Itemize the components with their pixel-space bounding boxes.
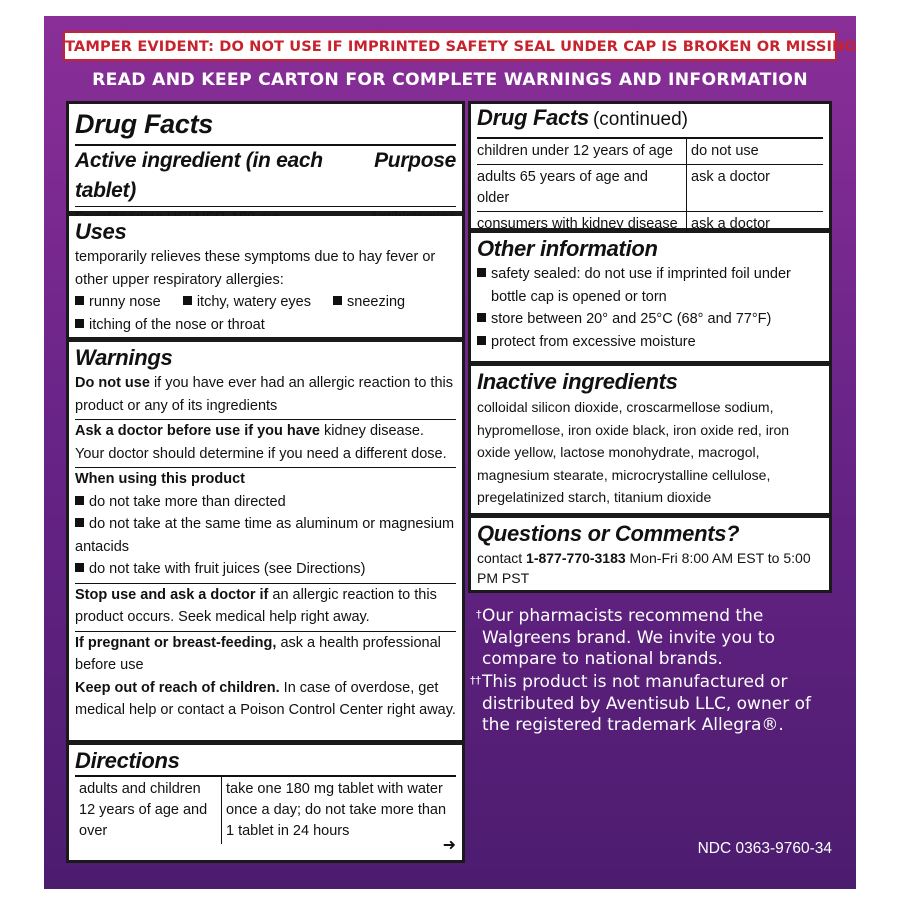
active-ingredient-heading: Active ingredient (in each tablet): [75, 149, 323, 202]
pregnant-body: ask a health professional before use: [75, 634, 441, 673]
keep-out-body: In case of overdose, get medical help or contact a Poison Control Center right away.: [75, 679, 456, 718]
pharmacist-note-text: Our pharmacists recommend the Walgreens brand. We invite you to compare to national brands.: [482, 606, 775, 669]
uses-item: sneezing: [347, 294, 406, 310]
pregnant-label: If pregnant or breast-feeding,: [75, 634, 277, 651]
bullet-square-icon: [477, 268, 486, 277]
trademark-note: [470, 672, 842, 737]
when-using-label: When using this product: [75, 471, 245, 487]
table-row: [477, 139, 823, 165]
ask-doctor-text: [75, 420, 456, 465]
bullet-square-icon: [75, 563, 84, 572]
questions-section: [471, 518, 829, 590]
directions-what: take one 180 mg tablet with water once a day; do not take more than 1 tablet in 24 hours: [226, 781, 447, 839]
bullet-square-icon: [75, 518, 84, 527]
bullet-square-icon: [477, 336, 486, 345]
do-not-use-label: Do not use: [75, 375, 150, 391]
active-header-row: [75, 146, 456, 206]
age-table: [477, 139, 823, 237]
uses-item: itching of the nose or throat: [89, 316, 265, 333]
bullet-square-icon: [75, 496, 84, 505]
when-using-item: [75, 558, 456, 581]
warnings-title: Warnings: [75, 345, 173, 370]
other-information-section: [471, 233, 829, 361]
stop-use-text: [75, 584, 456, 629]
keep-out-text: [75, 677, 456, 722]
ndc-number: NDC 0363-9760-34: [697, 840, 832, 857]
inactive-ingredients-section: [471, 366, 829, 513]
uses-list-row: [75, 314, 456, 337]
continued-heading: [477, 104, 823, 137]
age-what: ask a doctor: [691, 216, 770, 232]
age-who: consumers with kidney disease: [477, 212, 687, 238]
bullet-square-icon: [183, 296, 192, 305]
warnings-section: [69, 342, 462, 740]
other-item: [477, 331, 823, 354]
when-using-item: [75, 491, 456, 514]
double-dagger-mark: ††: [470, 674, 481, 687]
drug-facts-left-panel: [66, 101, 465, 863]
age-what: do not use: [691, 143, 759, 159]
continued-suffix: (continued): [592, 109, 689, 130]
questions-title: Questions or Comments?: [477, 521, 740, 546]
bullet-square-icon: [75, 296, 84, 305]
inactive-ingredients-title: Inactive ingredients: [477, 369, 678, 394]
uses-title: Uses: [75, 219, 127, 244]
bullet-square-icon: [75, 319, 84, 328]
do-not-use-text: [75, 372, 456, 417]
ask-doctor-label: Ask a doctor before use if you have: [75, 423, 320, 439]
active-ingredient-section: [69, 104, 462, 211]
directions-who: adults and children 12 years of age and over: [75, 777, 222, 844]
tamper-evident-banner: TAMPER EVIDENT: DO NOT USE IF IMPRINTED SAFETY SEAL UNDER CAP IS BROKEN OR MISSING: [63, 31, 837, 61]
other-information-title: Other information: [477, 236, 658, 261]
purpose-heading: Purpose: [374, 149, 456, 172]
uses-section: [69, 216, 462, 337]
other-item-text: protect from excessive moisture: [491, 333, 696, 350]
age-who: adults 65 years of age and older: [477, 165, 687, 212]
when-using-item-text: do not take at the same time as aluminum or magnesium antacids: [75, 516, 455, 555]
table-row: [477, 165, 823, 212]
arrow-right-icon: ➜: [442, 837, 456, 854]
age-what: ask a doctor: [691, 169, 770, 185]
other-item: [477, 308, 823, 331]
uses-list-row: [75, 291, 456, 314]
bullet-square-icon: [477, 313, 486, 322]
directions-table: [75, 777, 456, 844]
when-using-item: [75, 513, 456, 558]
stop-use-body: an allergic reaction to this product occurs. Seek medical help right away.: [75, 586, 437, 625]
read-keep-banner: READ AND KEEP CARTON FOR COMPLETE WARNINGS AND INFORMATION: [92, 70, 808, 90]
uses-item: itchy, watery eyes: [196, 294, 311, 310]
uses-text: temporarily relieves these symptoms due to hay fever or other upper respiratory allergies:: [75, 249, 436, 288]
other-item-text: store between 20° and 25°C (68° and 77°F): [491, 311, 772, 327]
other-item-text: safety sealed: do not use if imprinted foil under bottle cap is opened or torn: [491, 266, 791, 305]
bullet-square-icon: [333, 296, 342, 305]
do-not-use-body: if you have ever had an allergic reaction to this product or any of its ingredients: [75, 375, 453, 414]
drug-facts-title: Drug Facts: [75, 109, 214, 139]
uses-item: runny nose: [89, 294, 161, 310]
pregnant-text: [75, 632, 456, 677]
trademark-note-text: This product is not manufactured or distributed by Aventisub LLC, owner of the registered trademark Allegra®.: [482, 672, 811, 735]
table-row: [75, 777, 456, 844]
continued-section: [471, 104, 829, 232]
stop-use-label: Stop use and ask a doctor if: [75, 586, 269, 603]
questions-text: [477, 548, 823, 588]
when-using-item-text: do not take more than directed: [89, 493, 286, 510]
questions-prefix: contact: [477, 550, 527, 566]
continued-title: Drug Facts: [477, 105, 589, 130]
pharmacist-note: [470, 606, 842, 671]
directions-section: [69, 745, 462, 860]
dagger-mark: †: [476, 608, 482, 621]
questions-hours: Mon-Fri 8:00 AM EST to 5:00 PM PST: [477, 550, 811, 586]
other-item: [477, 263, 823, 308]
drug-facts-right-panel: [468, 101, 832, 593]
ask-doctor-body: kidney disease. Your doctor should determine if you need a different dose.: [75, 423, 447, 462]
directions-title: Directions: [75, 748, 180, 773]
when-using-item-text: do not take with fruit juices (see Directions): [89, 561, 366, 577]
questions-phone: 1-877-770-3183: [526, 550, 626, 566]
age-who: children under 12 years of age: [477, 139, 687, 165]
inactive-ingredients-text: colloidal silicon dioxide, croscarmellose sodium, hypromellose, iron oxide black, iron oxide red, iron oxide yellow, lactose monohydrate, macrogol, magnesium stearate, microcrystalline cellulose, pregelatinized starch, titanium dioxide: [477, 399, 790, 505]
keep-out-label: Keep out of reach of children.: [75, 679, 280, 696]
